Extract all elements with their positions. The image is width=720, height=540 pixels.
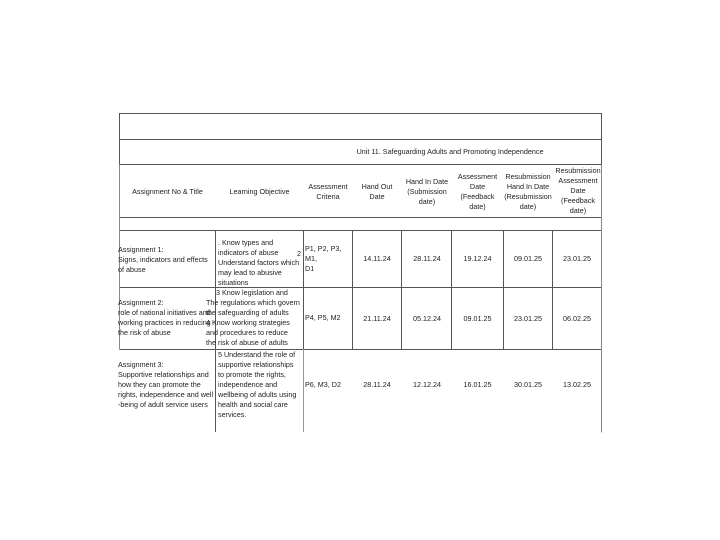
row-3-resub-assessment-date: 13.02.25 (563, 380, 591, 389)
row-1-criteria: P1, P2, P3, M1, D1 (305, 244, 342, 273)
header-assignment: Assignment No & Title (132, 187, 203, 196)
row-1-assignment: Assignment 1: Signs, indicators and effects of abuse (118, 245, 208, 274)
header-assessment-date: Assessment Date (Feedback date) (457, 172, 498, 211)
row-1-resub-hand-in-date: 09.01.25 (514, 254, 542, 263)
row-1-objective-number: 2 (297, 249, 301, 258)
header-assessment-criteria: Assessment Criteria (308, 182, 348, 201)
header-hand-out-date: Hand Out Date (361, 182, 393, 201)
header-resubmission-hand-in-date: Resubmission Hand In Date (Resubmission date) (504, 172, 552, 211)
row-2-criteria: P4, P5, M2 (305, 313, 341, 322)
header-resubmission-assessment-date: Resubmission Assessment Date (Feedback date) (555, 166, 601, 215)
row-3-hand-in-date: 12.12.24 (413, 380, 441, 389)
row-1-hand-out-date: 14.11.24 (363, 254, 391, 263)
row-3-resub-hand-in-date: 30.01.25 (514, 380, 542, 389)
row-1-resub-assessment-date: 23.01.25 (563, 254, 591, 263)
row-2-assessment-date: 09.01.25 (463, 313, 492, 323)
row-1-hand-in-date: 28.11.24 (413, 254, 441, 263)
row-2-assignment: Assignment 2: role of national initiatives and working practices in reducing the risk of abuse (118, 298, 211, 337)
row-3-assessment-date: 16.01.25 (463, 380, 492, 389)
row-2-hand-in-date: 05.12.24 (413, 313, 441, 323)
header-learning-objective: Learning Objective (229, 187, 290, 196)
row-1-assessment-date: 19.12.24 (463, 254, 492, 263)
row-3-assignment: Assignment 3: Supportive relationships and how they can promote the rights, independence and well -being of adult service users (118, 360, 214, 409)
row-2-resub-assessment-date: 06.02.25 (563, 313, 591, 323)
row-2-learning-objective: 3 Know legislation and The regulations which govern the safeguarding of adults 4 Know working strategies and procedures to reduce the risk of abuse of adults (206, 288, 300, 347)
caption-box (120, 114, 602, 140)
row-3-hand-out-date: 28.11.24 (363, 380, 391, 389)
row-1-learning-objective: . Know types and indicators of abuse Understand factors which may lead to abusive situations (218, 238, 300, 287)
row-3-criteria: P6, M3, D2 (305, 380, 341, 389)
table-title: Unit 11. Safeguarding Adults and Promoting Independence (356, 147, 544, 156)
row-2-resub-hand-in-date: 23.01.25 (514, 313, 542, 323)
row-2-hand-out-date: 21.11.24 (363, 313, 391, 323)
header-hand-in-date: Hand In Date (Submission date) (405, 177, 449, 206)
row-3-learning-objective: 5 Understand the role of supportive relationships to promote the rights, independence and wellbeing of adults using health and social care services. (218, 350, 297, 419)
